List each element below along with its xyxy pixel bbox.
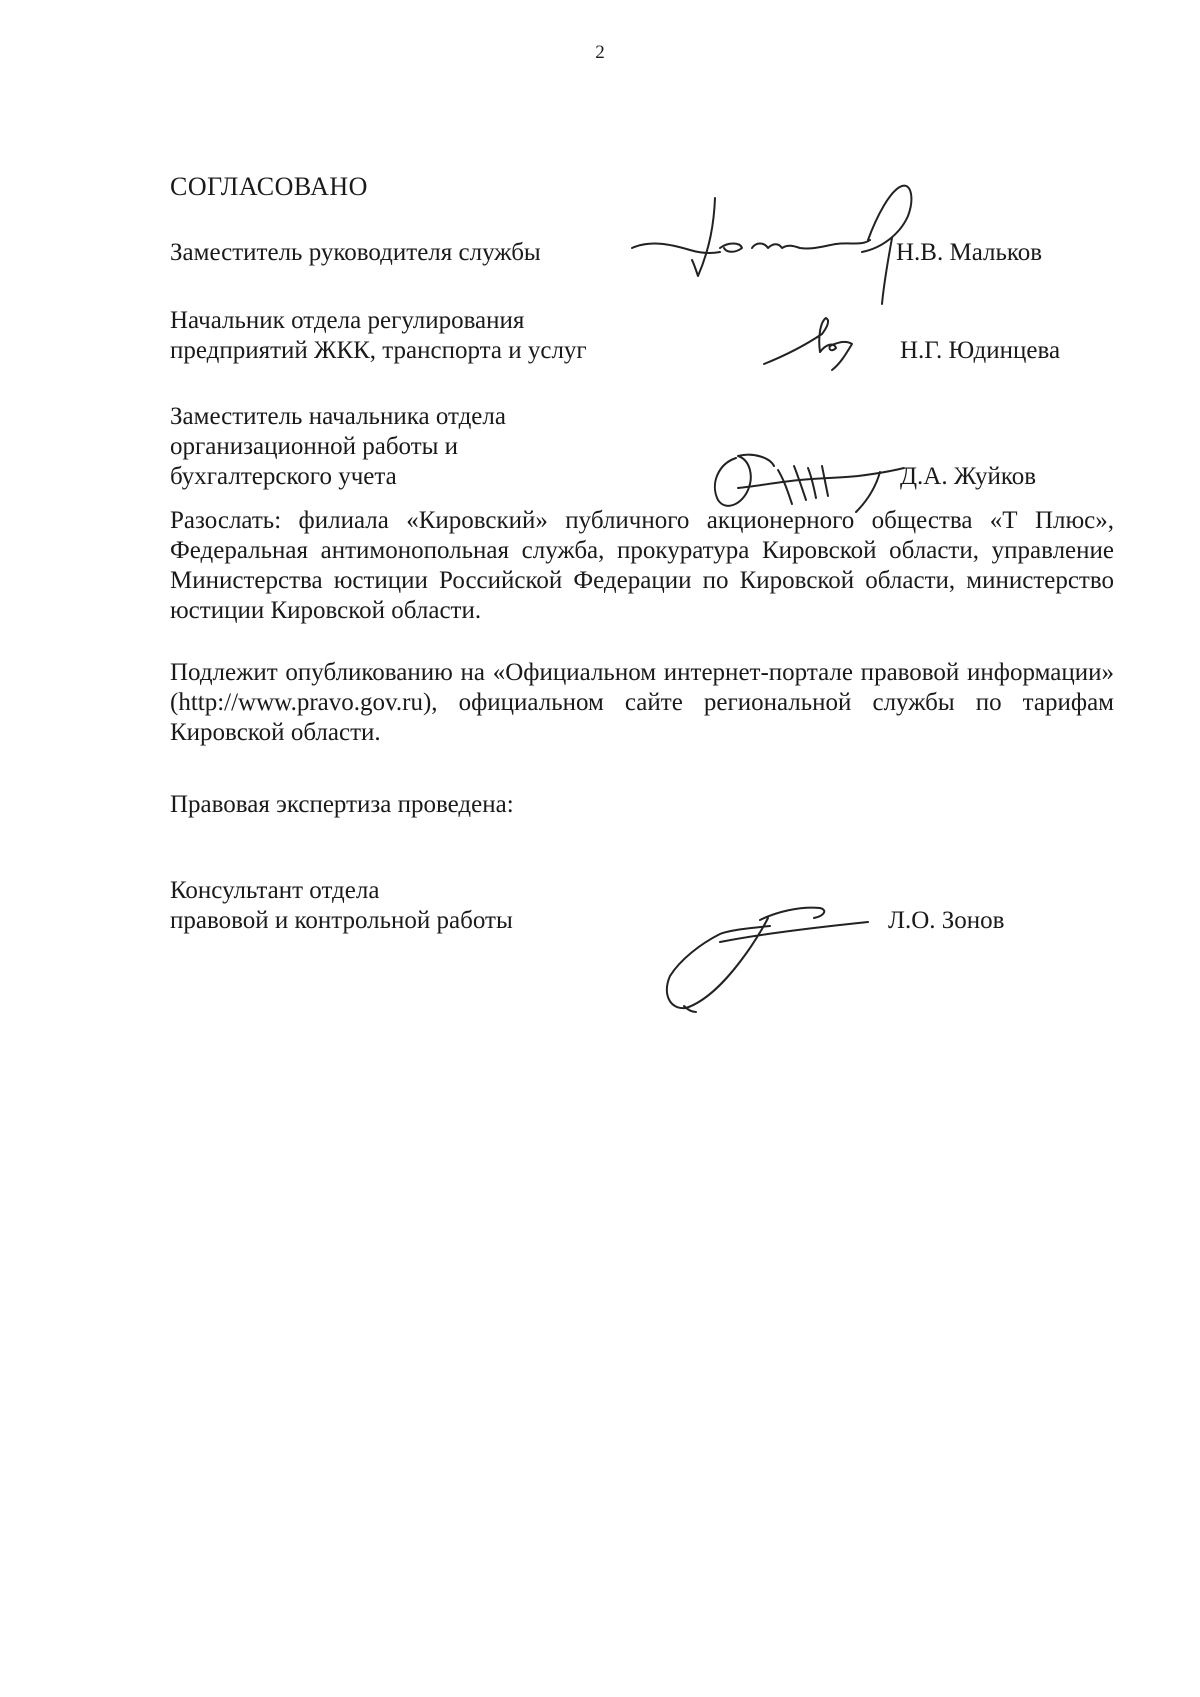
signatory-title-line: организационной работы и — [170, 433, 459, 460]
signatory-title — [170, 238, 541, 268]
approval-heading: СОГЛАСОВАНО — [170, 172, 368, 201]
signatory-title-line: предприятий ЖКК, транспорта и услуг — [170, 337, 587, 364]
signatory-title-line: Заместитель руководителя службы — [170, 239, 541, 266]
signatory-title-line: бухгалтерского учета — [170, 463, 397, 490]
signatory-title — [170, 402, 506, 492]
signatory-title — [170, 306, 587, 366]
signature-image — [630, 178, 940, 308]
signatory-title-line: Начальник отдела регулирования — [170, 307, 525, 334]
signatory-title-line: Заместитель начальника отдела — [170, 403, 506, 430]
legal-review-text: Правовая экспертиза проведена: — [170, 791, 514, 818]
distribution-paragraph: Разослать: филиала «Кировский» публичного акционерного общества «Т Плюс», Федеральная антимонопольная служба, прокуратура Кировской области, управление Министерства юстиции Российской Федерации по Кировской области, министерство юстиции Кировской области. — [170, 507, 1114, 624]
consultant-title-line: правовой и контрольной работы — [170, 907, 513, 934]
signature-image — [650, 904, 880, 1024]
publication-paragraph: Подлежит опубликованию на «Официальном интернет-портале правовой информации» (http://www.pravo.gov.ru), официальном сайте региональной службы по тарифам Кировской области. — [170, 659, 1114, 746]
signatory-name: Н.Г. Юдинцева — [900, 337, 1061, 364]
signature-image — [760, 312, 870, 372]
consultant-name: Л.О. Зонов — [888, 907, 1005, 934]
signatory-name: Н.В. Мальков — [896, 239, 1043, 266]
consultant-title-line: Консультант отдела — [170, 877, 380, 904]
consultant-title — [170, 876, 513, 936]
page-number: 2 — [595, 42, 605, 63]
signatory-name: Д.А. Жуйков — [900, 463, 1037, 490]
